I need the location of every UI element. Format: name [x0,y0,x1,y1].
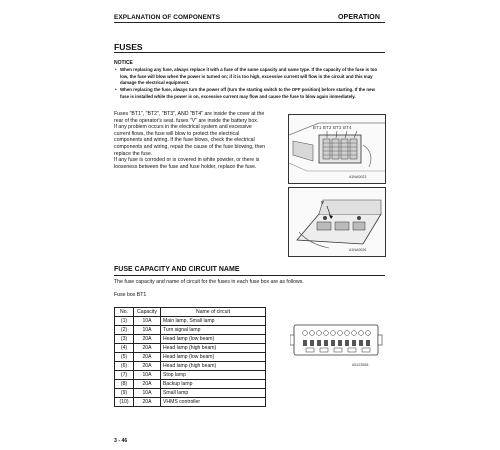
cell-no: (5) [115,353,134,362]
fuse-box-label: Fuse box BT1 [114,292,147,298]
cell-capacity: 10A [134,326,161,335]
cell-no: (7) [115,371,134,380]
cell-circuit: Main lamp, Small lamp [161,317,266,326]
table-row [115,380,266,389]
cell-no: (10) [115,398,134,407]
table-row [115,344,266,353]
cell-capacity: 10A [134,317,161,326]
cell-capacity: 20A [134,335,161,344]
header-section-title: EXPLANATION OF COMPONENTS [114,14,221,21]
cell-circuit: Head lamp (high beam) [161,344,266,353]
fuse-box-diagram-code: A5123558 [352,363,369,367]
fuse-box-diagram-svg [290,321,384,371]
capacity-intro: The fuse capacity and name of circuit for the fuses in each fuse box are as follows. [114,279,304,285]
cell-no: (4) [115,344,134,353]
cell-circuit: Head lamp (low beam) [161,335,266,344]
fuse-location-labels: BT1 BT2 BT3 BT4 [313,125,352,130]
header-chapter-title: OPERATION [338,14,380,21]
cell-circuit: Head lamp (high beam) [161,362,266,371]
capacity-title: FUSE CAPACITY AND CIRCUIT NAME [114,266,240,273]
fuse-location-code: A1NA0023 [349,175,367,179]
cell-capacity: 20A [134,362,161,371]
table-row [115,317,266,326]
table-row [115,326,266,335]
header-rule [114,22,385,23]
fuse-location-figure [288,114,386,184]
cell-circuit: Head lamp (low beam) [161,353,266,362]
cell-capacity: 20A [134,398,161,407]
notice-bullet-1: • When replacing any fuse, always replace it with a fuse of the same capacity and same type. If the capacity of the fuse is too low, the fuse will blow when the power is turned on; if it is too high, excessive current will flow in the circuit and this may damage the electrical equipment. [115,67,378,86]
cell-circuit: Backup lamp [161,380,266,389]
battery-box-label: V [321,200,324,205]
cell-capacity: 20A [134,380,161,389]
cell-no: (3) [115,335,134,344]
cell-no: (8) [115,380,134,389]
cell-circuit: Small lamp [161,389,266,398]
cell-circuit: Turn signal lamp [161,326,266,335]
battery-box-figure [288,187,386,257]
fuses-body-text: Fuses "BT1", "BT2", "BT3", AND "BT4" are inside the cover at the rear of the operator's seat. fuses "V" are inside the battery box. If any problem occurs in the electrical system and excessive current flows, the fuse will blow to protect the electrical components and wiring. If the fuse blows, check the electrical components and wiring, repair the cause of the fuse blowing, then replace the fuse. If any fuse is corroded or is covered in white powder, or there is looseness between the fuse and fuse holder, replace the fuse. [114,111,266,170]
cell-circuit: VHMS controller [161,398,266,407]
table-row [115,398,266,407]
table-row [115,371,266,380]
capacity-title-rule [114,275,385,276]
cell-capacity: 10A [134,389,161,398]
cell-capacity: 20A [134,344,161,353]
fuse-box-diagram [290,321,384,371]
battery-box-code: A1NA0026 [349,248,367,252]
notice-bullet-1-text: When replacing any fuse, always replace it with a fuse of the same capacity and same type. If the capacity of the fuse is too low, the fuse will blow when the power is turned on; if it is too high, excessive current will flow in the circuit and this may damage the electrical equipment. [120,67,378,86]
battery-box-illustration [289,188,385,256]
notice-bullet-2-text: When replacing the fuse, always turn the power off (turn the starting switch to the OFF position) before starting. If the new fuse is installed while the power is on, excessive current may flow and cause the fuse to blow again immediately. [120,87,375,99]
cell-capacity: 20A [134,353,161,362]
column-header-capacity: Capacity [134,308,161,317]
fuses-title: FUSES [114,42,143,52]
cell-capacity: 10A [134,371,161,380]
notice-bullet-2: • When replacing the fuse, always turn the power off (turn the starting switch to the OFF position) before starting. If the new fuse is installed while the power is on, excessive current may flow and cause the fuse to blow again immediately. [115,87,375,99]
column-header-circuit: Name of circuit [161,308,266,317]
fuse-capacity-table [114,307,266,407]
cell-no: (2) [115,326,134,335]
table-header-row [115,308,266,317]
column-header-no: No. [115,308,134,317]
cell-no: (1) [115,317,134,326]
notice-label: NOTICE [114,60,133,66]
cell-circuit: Stop lamp [161,371,266,380]
table-row [115,335,266,344]
table-row [115,389,266,398]
table-row [115,362,266,371]
cell-no: (9) [115,389,134,398]
fuses-title-rule [114,52,385,53]
page-number: 3 - 46 [114,438,128,444]
cell-no: (6) [115,362,134,371]
table-row [115,353,266,362]
